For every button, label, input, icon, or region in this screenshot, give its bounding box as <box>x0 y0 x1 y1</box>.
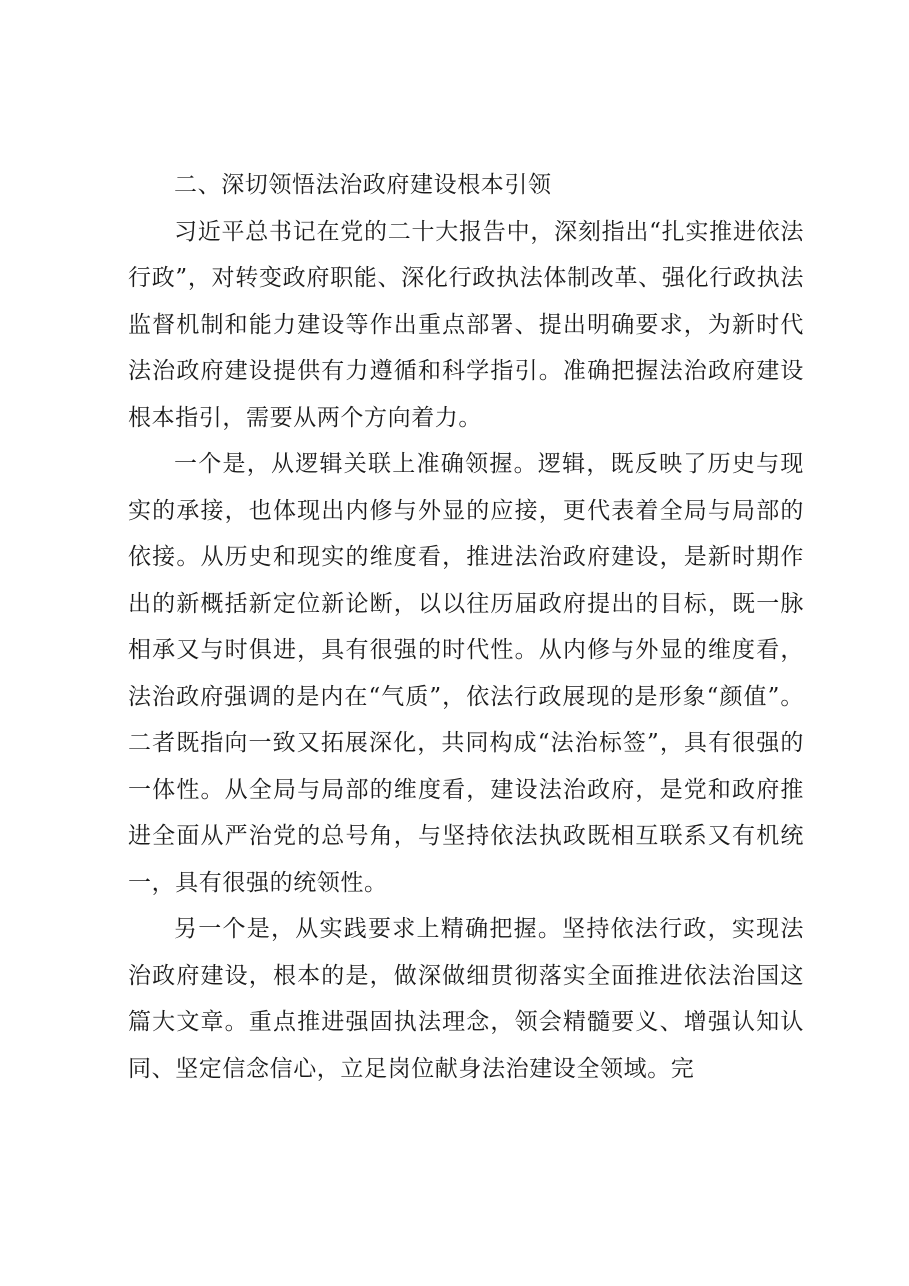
paragraph-intro: 习近平总书记在党的二十大报告中，深刻指出“扎实推进依法行政”，对转变政府职能、深化行政执法体制改革、强化行政执法监督机制和能力建设等作出重点部署、提出明确要求，为新时代法治政府建设提供有力遵循和科学指引。准确把握法治政府建设根本指引，需要从两个方向着力。 <box>128 218 804 431</box>
section-heading: 二、深切领悟法治政府建设根本引领 <box>174 172 552 198</box>
document-body <box>128 162 804 1092</box>
paragraph-logic: 一个是，从逻辑关联上准确领握。逻辑，既反映了历史与现实的承接，也体现出内修与外显的应接，更代表着全局与局部的依接。从历史和现实的维度看，推进法治政府建设，是新时期作出的新概括新定位新论断，以以往历届政府提出的目标，既一脉相承又与时俱进，具有很强的时代性。从内修与外显的维度看，法治政府强调的是内在“气质”，依法行政展现的是形象“颜值”。二者既指向一致又拓展深化，共同构成“法治标签”，具有很强的一体性。从全局与局部的维度看，建设法治政府，是党和政府推进全面从严治党的总号角，与坚持依法执政既相互联系又有机统一，具有很强的统领性。 <box>128 451 804 896</box>
paragraph-practice: 另一个是，从实践要求上精确把握。坚持依法行政，实现法治政府建设，根本的是，做深做细贯彻落实全面推进依法治国这篇大文章。重点推进强固执法理念，领会精髓要义、增强认知认同、坚定信念信心，立足岗位献身法治建设全领域。完 <box>128 916 804 1082</box>
